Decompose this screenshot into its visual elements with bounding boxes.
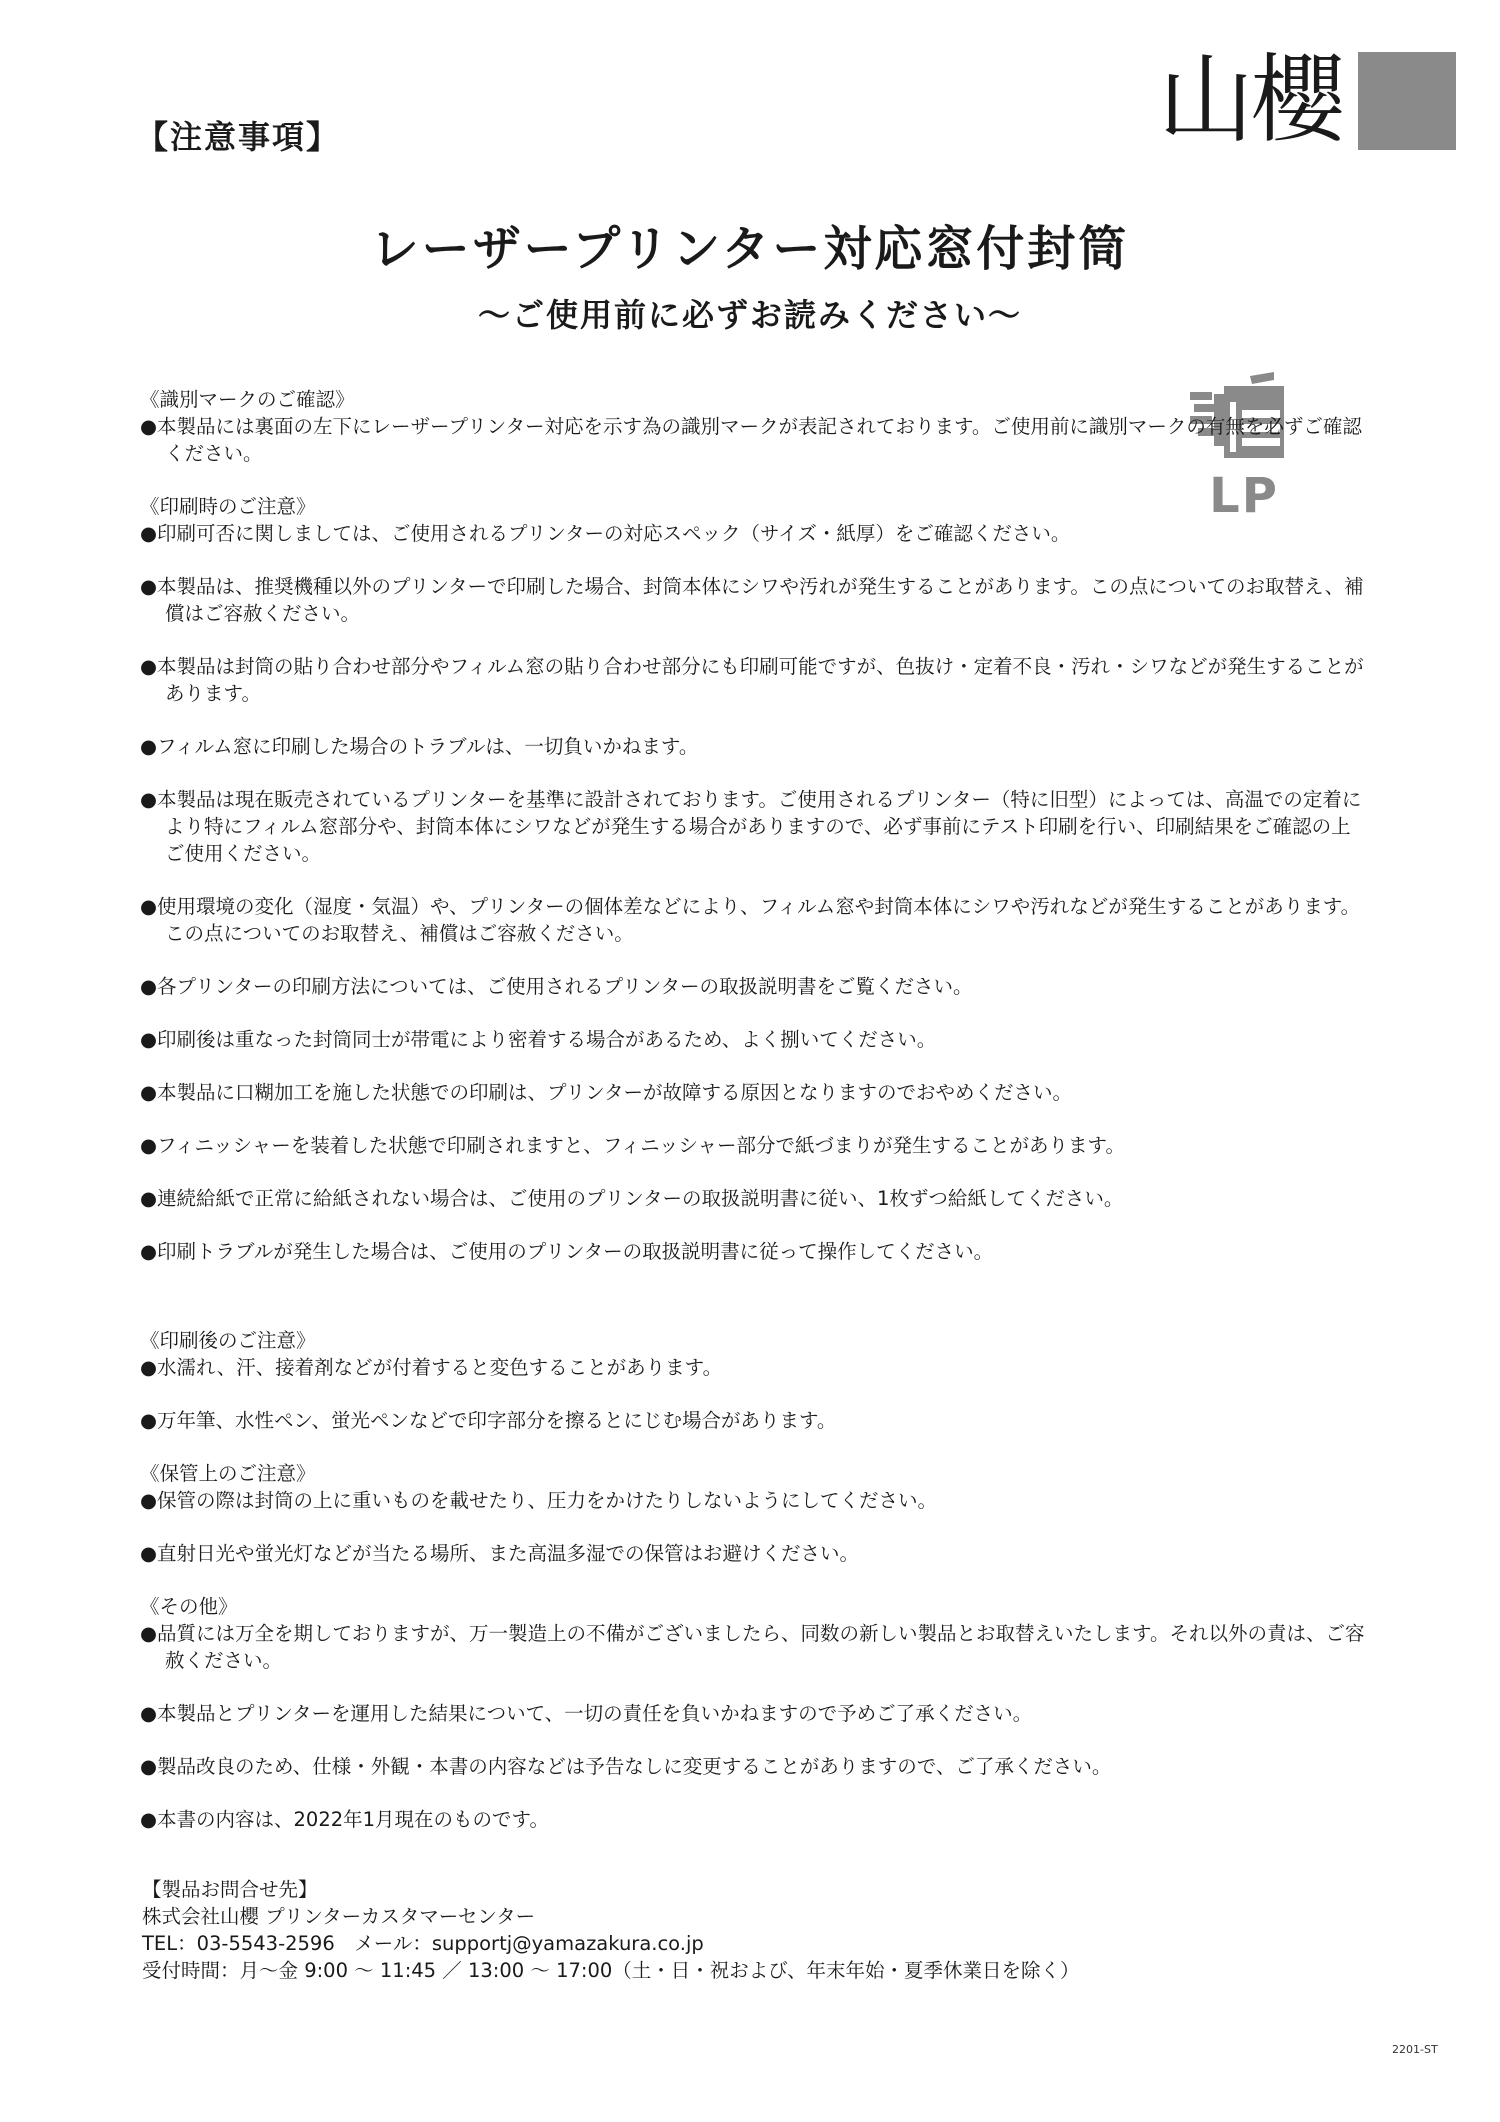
list-item: ●水濡れ、汗、接着剤などが付着すると変色することがあります。: [140, 1356, 723, 1379]
list-item: ●本製品に口糊加工を施した状態での印刷は、プリンターが故障する原因となりますのでおやめください。: [140, 1081, 1072, 1104]
section-identification-mark: [140, 386, 1370, 467]
yamazakura-logo: [1158, 44, 1456, 156]
list-item: ●連続給紙で正常に給紙されない場合は、ご使用のプリンターの取扱説明書に従い、1枚ずつ給紙してください。: [140, 1187, 1124, 1210]
list-item: ●フィルム窓に印刷した場合のトラブルは、一切負いかねます。: [140, 735, 699, 758]
section-heading: 《保管上のご注意》: [140, 1462, 316, 1485]
notes-content: [140, 386, 1370, 1859]
section-after-printing: [140, 1327, 1370, 1434]
section-storage: [140, 1460, 1370, 1567]
section-other: [140, 1593, 1370, 1833]
section-printing: [140, 493, 1370, 1265]
list-item: ●万年筆、水性ペン、蛍光ペンなどで印字部分を擦るとにじむ場合があります。: [140, 1409, 837, 1432]
document-code: 2201-ST: [1392, 2043, 1438, 2056]
list-item: ●直射日光や蛍光灯などが当たる場所、また高温多湿での保管はお避けください。: [140, 1542, 860, 1565]
list-item: ●本書の内容は、2022年1月現在のものです。: [140, 1808, 549, 1831]
list-item: ●フィニッシャーを装着した状態で印刷されますと、フィニッシャー部分で紙づまりが発生することがあります。: [140, 1134, 1125, 1157]
contact-company: 株式会社山櫻 プリンターカスタマーセンター: [142, 1905, 536, 1928]
section-heading: 《印刷時のご注意》: [140, 495, 316, 518]
logo-text: 山櫻: [1158, 44, 1342, 156]
lp-label: LP: [1209, 468, 1279, 524]
list-item: ●使用環境の変化（湿度・気温）や、プリンターの個体差などにより、フィルム窓や封筒本体にシワや汚れなどが発生することがあります。この点についてのお取替え、補償はご容赦ください。: [140, 895, 1361, 945]
logo-square: [1358, 52, 1456, 150]
spacer: [140, 1291, 1370, 1327]
list-item: ●各プリンターの印刷方法については、ご使用されるプリンターの取扱説明書をご覧ください。: [140, 975, 973, 998]
contact-heading: 【製品お問合せ先】: [142, 1878, 318, 1901]
list-item: ●本製品とプリンターを運用した結果について、一切の責任を負いかねますので予めご了承ください。: [140, 1702, 1033, 1725]
section-heading: 《印刷後のご注意》: [140, 1329, 316, 1352]
section-heading: 《その他》: [140, 1595, 238, 1618]
list-item: ●保管の際は封筒の上に重いものを載せたり、圧力をかけたりしないようにしてください。: [140, 1489, 938, 1512]
contact-phone-email: TEL：03-5543-2596 メール：supportj@yamazakura.co.jp: [142, 1932, 704, 1955]
list-item: ●本製品は、推奨機種以外のプリンターで印刷した場合、封筒本体にシワや汚れが発生することがあります。この点についてのお取替え、補償はご容赦ください。: [140, 575, 1364, 625]
section-heading: 《識別マークのご確認》: [140, 388, 355, 411]
contact-hours: 受付時間：月〜金 9:00 〜 11:45 ／ 13:00 〜 17:00（土・日・祝および、年末年始・夏季休業日を除く）: [142, 1959, 1080, 1982]
document-subtitle: 〜ご使用前に必ずお読みください〜: [477, 296, 1022, 334]
list-item: ●本製品は現在販売されているプリンターを基準に設計されております。ご使用されるプリンター（特に旧型）によっては、高温での定着により特にフィルム窓部分や、封筒本体にシワなどが発生する場合がありますので、必ず事前にテスト印刷を行い、印刷結果をご確認の上ご使用ください。: [140, 788, 1362, 865]
document-title: レーザープリンター対応窓付封筒: [370, 221, 1130, 277]
list-item: ●本製品は封筒の貼り合わせ部分やフィルム窓の貼り合わせ部分にも印刷可能ですが、色抜け・定着不良・汚れ・シワなどが発生することがあります。: [140, 655, 1364, 705]
list-item: ●本製品には裏面の左下にレーザープリンター対応を示す為の識別マークが表記されております。ご使用前に識別マークの有無を必ずご確認ください。: [140, 415, 1362, 465]
list-item: ●製品改良のため、仕様・外観・本書の内容などは予告なしに変更することがありますので、ご了承ください。: [140, 1755, 1112, 1778]
list-item: ●印刷トラブルが発生した場合は、ご使用のプリンターの取扱説明書に従って操作してください。: [140, 1240, 994, 1263]
list-item: ●印刷後は重なった封筒同士が帯電により密着する場合があるため、よく捌いてください。: [140, 1028, 937, 1051]
list-item: ●印刷可否に関しましては、ご使用されるプリンターの対応スペック（サイズ・紙厚）をご確認ください。: [140, 522, 1071, 545]
header-label: 【注意事項】: [136, 118, 341, 156]
contact-info: [142, 1876, 1080, 1984]
list-item: ●品質には万全を期しておりますが、万一製造上の不備がございましたら、同数の新しい製品とお取替えいたします。それ以外の責は、ご容赦ください。: [140, 1622, 1365, 1672]
